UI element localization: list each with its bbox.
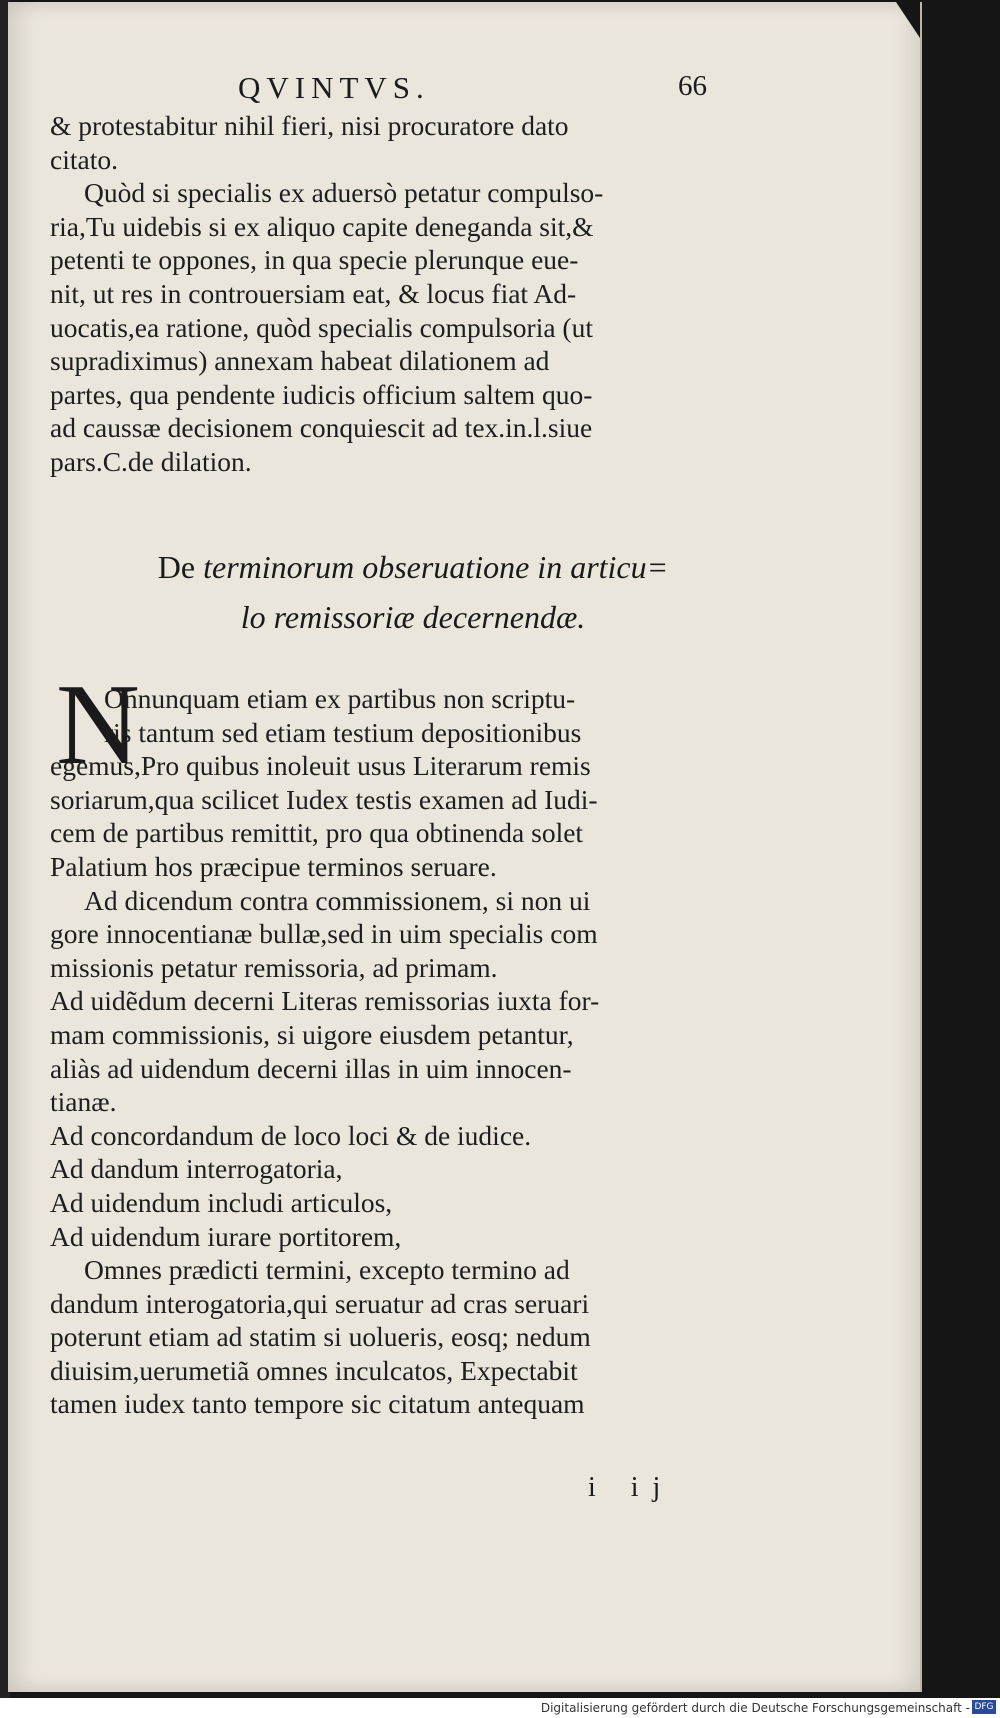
text-line: pars.C.de dilation. bbox=[50, 445, 252, 477]
text-line: mam commissionis, si uigore eiusdem petantur, bbox=[50, 1018, 574, 1050]
text-line: poterunt etiam ad statim si uolueris, eosq; nedum bbox=[50, 1321, 591, 1353]
paragraph-remissoria bbox=[50, 682, 762, 1421]
text-line: Palatium hos præcipue terminos seruare. bbox=[50, 850, 497, 882]
paragraph-compulsoria bbox=[50, 109, 762, 479]
text-line: Ad uidẽdum decerni Literas remissorias iuxta for- bbox=[50, 985, 600, 1017]
text-line: missionis petatur remissoria, ad primam. bbox=[50, 951, 498, 983]
digitization-footer bbox=[0, 1698, 1000, 1718]
text-line: Ad uidendum iurare portitorem, bbox=[50, 1220, 402, 1252]
text-line: Ad dandum interrogatoria, bbox=[50, 1153, 343, 1185]
text-line: nit, ut res in controuersiam eat, & locus fiat Ad- bbox=[50, 277, 577, 309]
text-line: egemus,Pro quibus inoleuit usus Literarum remis bbox=[50, 750, 591, 782]
text-line: partes, qua pendente iudicis officium saltem quo- bbox=[50, 378, 593, 410]
dfg-logo: DFG bbox=[972, 1700, 996, 1714]
text-line: tianæ. bbox=[50, 1086, 117, 1118]
text-line: uocatis,ea ratione, quòd specialis compulsoria (ut bbox=[50, 311, 593, 343]
text-line: Onnunquam etiam ex partibus non scriptu- bbox=[104, 683, 576, 714]
heading-line-1 bbox=[68, 542, 758, 592]
text-line: Quòd si specialis ex aduersò petatur compulso- bbox=[84, 177, 604, 209]
signature-mark: i ij bbox=[588, 1472, 675, 1503]
section-heading bbox=[68, 542, 758, 642]
text-line: aliàs ad uidendum decerni illas in uim innocen- bbox=[50, 1052, 572, 1084]
text-line: & protestabitur nihil fieri, nisi procuratore dato bbox=[50, 110, 569, 141]
page-number: 66 bbox=[678, 70, 707, 102]
text-line: petenti te oppones, in qua specie plerunque eue- bbox=[50, 244, 579, 276]
text-line: citato. bbox=[50, 143, 118, 175]
text-line: ris tantum sed etiam testium depositionibus bbox=[104, 716, 582, 748]
torn-corner bbox=[896, 2, 920, 38]
text-line: tamen iudex tanto tempore sic citatum antequam bbox=[50, 1388, 585, 1420]
drop-cap-initial: N bbox=[56, 661, 140, 789]
text-line: cem de partibus remittit, pro qua obtinenda solet bbox=[50, 817, 584, 849]
footer-credit: Digitalisierung gefördert durch die Deutsche Forschungsgemeinschaft - bbox=[540, 1701, 970, 1715]
text-line: Ad dicendum contra commissionem, si non ui bbox=[84, 884, 591, 916]
text-line: dandum interogatoria,qui seruatur ad cras seruari bbox=[50, 1287, 590, 1319]
running-title: QVINTVS. bbox=[238, 70, 430, 105]
book-page bbox=[8, 2, 922, 1692]
heading-line-2: lo remissoriæ decernendæ. bbox=[240, 599, 586, 635]
heading-line1-text: terminorum obseruatione in articu= bbox=[203, 549, 669, 585]
text-line: Omnes prædicti termini, excepto termino ad bbox=[84, 1254, 570, 1286]
text-line: Ad uidendum includi articulos, bbox=[50, 1186, 393, 1218]
text-line: supradiximus) annexam habeat dilationem ad bbox=[50, 345, 550, 377]
text-line: Ad concordandum de loco loci & de iudice. bbox=[50, 1119, 532, 1151]
heading-de: De bbox=[157, 549, 196, 585]
text-line: diuisim,uerumetiã omnes inculcatos, Expectabit bbox=[50, 1354, 578, 1386]
text-line: ad caussæ decisionem conquiescit ad tex.in.l.siue bbox=[50, 412, 593, 444]
text-line: soriarum,qua scilicet Iudex testis examen ad Iudi- bbox=[50, 783, 598, 815]
text-line: gore innocentianæ bullæ,sed in uim specialis com bbox=[50, 918, 598, 950]
text-line: ria,Tu uidebis si ex aliquo capite deneganda sit,& bbox=[50, 210, 594, 242]
